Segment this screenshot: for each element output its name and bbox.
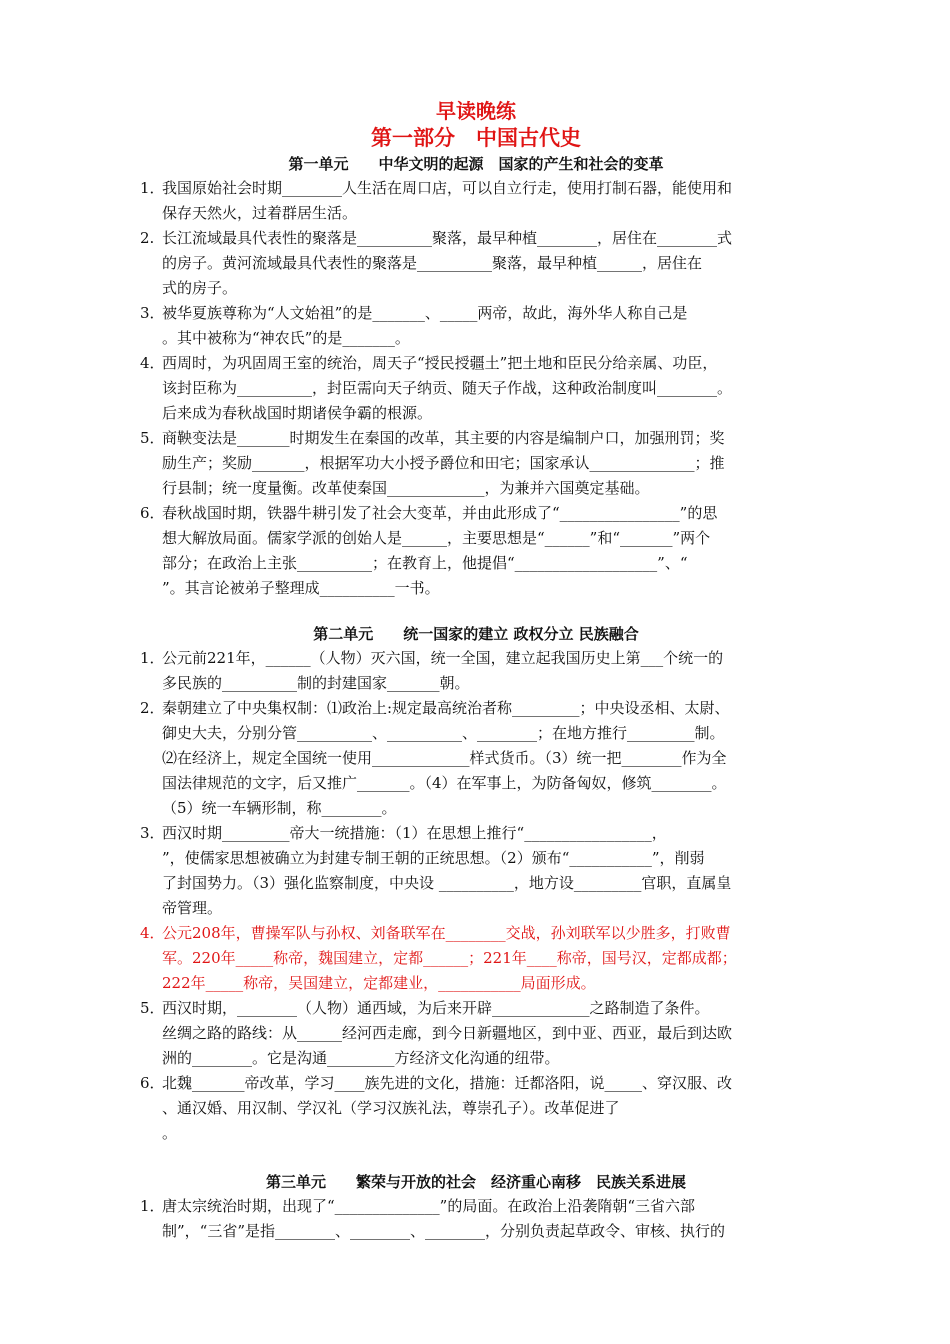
question-line: 洲的________。它是沟通_________方经济文化沟通的纽带。 — [162, 1049, 560, 1067]
question-text — [162, 1071, 812, 1146]
question-line: 该封臣称为__________，封臣需向天子纳贡、随天子作战，这种政治制度叫________。 — [162, 379, 733, 397]
question-line: 唐太宗统治时期，出现了“______________”的局面。在政治上沿袭隋朝“三省六部 — [162, 1197, 696, 1215]
question-text — [162, 176, 812, 226]
question-text — [162, 426, 812, 501]
question-line: ”，使儒家思想被确立为封建专制王朝的正统思想。（2）颁布“___________”，削弱 — [162, 849, 705, 867]
question-line: 部分；在政治上主张__________；在教育上，他提倡“___________________”、“ — [162, 554, 688, 572]
question-text — [162, 646, 812, 696]
question-item — [140, 351, 812, 426]
question-line: 丝绸之路的路线：从______经河西走廊，到今日新疆地区，到中亚、西亚，最后到达欧 — [162, 1024, 733, 1042]
question-text — [162, 996, 812, 1071]
units-container — [140, 152, 812, 1244]
document-title: 早读晚练 — [436, 99, 516, 123]
question-text — [162, 821, 812, 921]
question-line: 、通汉婚、用汉制、学汉礼（学习汉族礼法，尊崇孔子）。改革促进了 — [162, 1099, 620, 1117]
question-item — [140, 1071, 812, 1146]
question-item — [140, 301, 812, 351]
question-line: 军。220年_____称帝，魏国建立，定都______；221年____称帝，国号汉，定都成都； — [162, 949, 737, 967]
question-line: 西汉时期，________（人物）通西域，为后来开辟_____________之路制造了条件。 — [162, 999, 710, 1017]
question-item — [140, 501, 812, 601]
question-line: 西周时，为巩固周王室的统治，周天子“授民授疆土”把土地和臣民分给亲属、功臣， — [162, 354, 718, 372]
question-number: 4． — [140, 924, 165, 942]
question-number: 1． — [140, 179, 165, 197]
unit-section — [140, 1170, 812, 1244]
unit-heading: 第三单元 繁荣与开放的社会 经济重心南移 民族关系进展 — [265, 1173, 686, 1191]
question-line: 222年_____称帝，吴国建立，定都建业，___________局面形成。 — [162, 974, 596, 992]
question-line: 商鞅变法是_______时期发生在秦国的改革，其主要的内容是编制户口，加强刑罚；奖 — [162, 429, 725, 447]
question-text — [162, 501, 812, 601]
question-line: 的房子。黄河流域最具代表性的聚落是__________聚落，最早种植______，居住在 — [162, 254, 703, 272]
question-text — [162, 301, 812, 351]
document-subtitle: 第一部分 中国古代史 — [371, 126, 581, 150]
question-text — [162, 696, 812, 821]
unit-heading: 第二单元 统一国家的建立 政权分立 民族融合 — [313, 625, 639, 643]
document-page — [140, 98, 812, 1244]
question-line: 后来成为春秋战国时期诸侯争霸的根源。 — [162, 404, 433, 422]
question-line: 励生产；奖励_______，根据军功大小授予爵位和田宅；国家承认______________；推 — [162, 454, 725, 472]
question-text — [162, 226, 812, 301]
question-line: 北魏_______帝改革，学习____族先进的文化，措施：迁都洛阳，说_____、穿汉服、改 — [162, 1074, 733, 1092]
question-number: 5． — [140, 999, 165, 1017]
question-line: ⑵在经济上，规定全国统一使用_____________样式货币。（3）统一把________作为全 — [162, 749, 727, 767]
question-line: 长江流域最具代表性的聚落是__________聚落，最早种植________，居住在________式 — [162, 229, 733, 247]
question-number: 3． — [140, 304, 165, 322]
question-item — [140, 646, 812, 696]
question-item — [140, 921, 812, 996]
question-text — [162, 921, 812, 996]
question-line: 公元前221年，______（人物）灭六国，统一全国，建立起我国历史上第___个统一的 — [162, 649, 724, 667]
question-number: 1． — [140, 649, 165, 667]
question-item — [140, 1194, 812, 1244]
question-line: 。其中被称为“神农氏”的是_______。 — [162, 329, 410, 347]
question-line: 制”，“三省”是指________、________、________，分别负责起草政令、审核、执行的 — [162, 1222, 726, 1240]
question-line: 春秋战国时期，铁器牛耕引发了社会大变革，并由此形成了“________________”的思 — [162, 504, 718, 522]
question-text — [162, 351, 812, 426]
question-line: 多民族的__________制的封建国家_______朝。 — [162, 674, 470, 692]
question-item — [140, 996, 812, 1071]
question-line: 行县制；统一度量衡。改革使秦国_____________，为兼并六国奠定基础。 — [162, 479, 650, 497]
unit-section — [140, 622, 812, 1146]
question-line: 我国原始社会时期________人生活在周口店，可以自立行走，使用打制石器，能使用和 — [162, 179, 733, 197]
question-line: 想大解放局面。儒家学派的创始人是______，主要思想是“______”和“_______”两个 — [162, 529, 711, 547]
question-line: 公元208年，曹操军队与孙权、刘备联军在________交战，孙刘联军以少胜多，打败曹 — [162, 924, 731, 942]
question-item — [140, 426, 812, 501]
question-line: （5）统一车辆形制，称________。 — [162, 799, 397, 817]
unit-section — [140, 152, 812, 601]
question-number: 3． — [140, 824, 165, 842]
question-number: 6． — [140, 504, 165, 522]
question-number: 4． — [140, 354, 165, 372]
question-number: 2. — [140, 229, 155, 247]
question-line: 了封国势力。（3）强化监察制度，中央设 __________，地方设_________官职，直属皇 — [162, 874, 732, 892]
question-line: ”。其言论被弟子整理成__________一书。 — [162, 579, 440, 597]
question-number: 6． — [140, 1074, 165, 1092]
question-line: 保存天然火，过着群居生活。 — [162, 204, 358, 222]
question-line: 御史大夫，分别分管__________、__________、________；在地方推行_________制。 — [162, 724, 725, 742]
question-item — [140, 176, 812, 226]
question-line: 式的房子。 — [162, 279, 238, 297]
question-text — [162, 1194, 812, 1244]
question-number: 2． — [140, 699, 165, 717]
question-line: 帝管理。 — [162, 899, 223, 917]
question-line: 。 — [162, 1124, 178, 1142]
question-number: 1． — [140, 1197, 165, 1215]
question-line: 西汉时期_________帝大一统措施：（1）在思想上推行“_________________， — [162, 824, 667, 842]
question-item — [140, 696, 812, 821]
unit-heading: 第一单元 中华文明的起源 国家的产生和社会的变革 — [288, 155, 664, 173]
question-line: 国法律规范的文字，后又推广_______。（4）在军事上，为防备匈奴，修筑________。 — [162, 774, 727, 792]
question-line: 秦朝建立了中央集权制：⑴政治上:规定最高统治者称_________；中央设丞相、太尉、 — [162, 699, 730, 717]
question-item — [140, 821, 812, 921]
question-item — [140, 226, 812, 301]
question-number: 5． — [140, 429, 165, 447]
question-line: 被华夏族尊称为“人文始祖”的是_______、_____两帝，故此，海外华人称自己是 — [162, 304, 688, 322]
